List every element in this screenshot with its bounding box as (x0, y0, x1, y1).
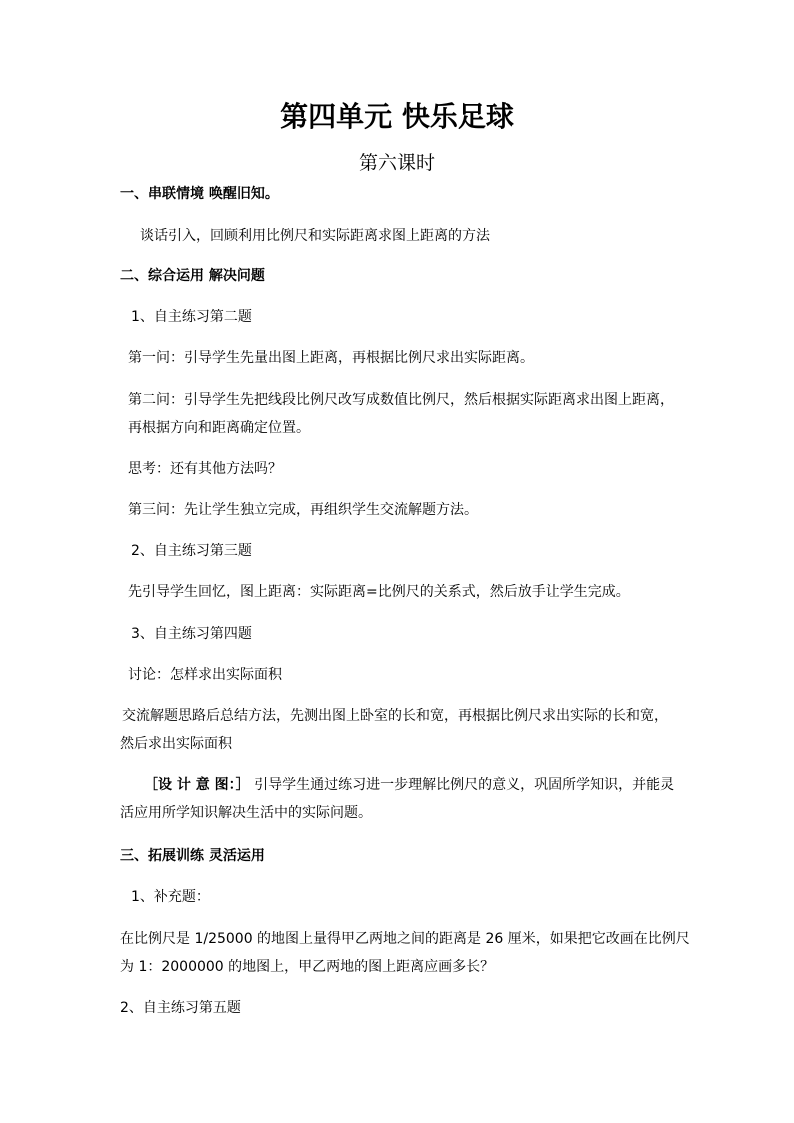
design-intent-label: ［设 计 意 图：］ (144, 777, 250, 793)
page-subtitle: 第六课时 (358, 152, 435, 174)
section-2-heading: 二、综合运用 解决问题 (120, 268, 265, 284)
section-2-item-2-text: 先引导学生回忆，图上距离：实际距离=比例尺的关系式，然后放手让学生完成。 (128, 584, 630, 600)
question-2-line-2: 再根据方向和距离确定位置。 (128, 420, 310, 436)
question-3: 第三问：先让学生独立完成，再组织学生交流解题方法。 (128, 502, 478, 518)
design-intent-line-2: 活应用所学知识解决生活中的实际问题。 (120, 805, 372, 821)
section-3-item-1: 1、补充题： (131, 889, 210, 905)
section-2-item-3: 3、自主练习第四题 (131, 626, 252, 642)
problem-line-2: 为 1：2000000 的地图上，甲乙两地的图上距离应画多长？ (120, 959, 495, 975)
exchange-line-1: 交流解题思路后总结方法，先测出图上卧室的长和宽，再根据比例尺求出实际的长和宽， (122, 708, 668, 724)
question-2-line-1: 第二问：引导学生先把线段比例尺改写成数值比例尺，然后根据实际距离求出图上距离， (128, 392, 674, 408)
section-1-text: 谈话引入，回顾利用比例尺和实际距离求图上距离的方法 (140, 228, 490, 244)
section-3-item-2: 2、自主练习第五题 (120, 1000, 241, 1016)
problem-line-1: 在比例尺是 1/25000 的地图上量得甲乙两地之间的距离是 26 厘米，如果把它改画在比例尺 (120, 931, 690, 947)
section-2-item-1: 1、自主练习第二题 (131, 309, 252, 325)
section-2-item-2: 2、自主练习第三题 (131, 543, 252, 559)
section-1-heading: 一、串联情境 唤醒旧知。 (120, 186, 279, 202)
discussion: 讨论：怎样求出实际面积 (128, 667, 282, 683)
section-3-heading: 三、拓展训练 灵活运用 (120, 848, 265, 864)
question-1: 第一问：引导学生先量出图上距离，再根据比例尺求出实际距离。 (128, 350, 534, 366)
think-question: 思考：还有其他方法吗？ (128, 461, 282, 477)
page-title: 第四单元 快乐足球 (280, 100, 514, 133)
design-intent-line-1: 引导学生通过练习进一步理解比例尺的意义，巩固所学知识，并能灵 (254, 777, 675, 793)
design-intent (144, 775, 674, 795)
exchange-line-2: 然后求出实际面积 (120, 736, 232, 752)
